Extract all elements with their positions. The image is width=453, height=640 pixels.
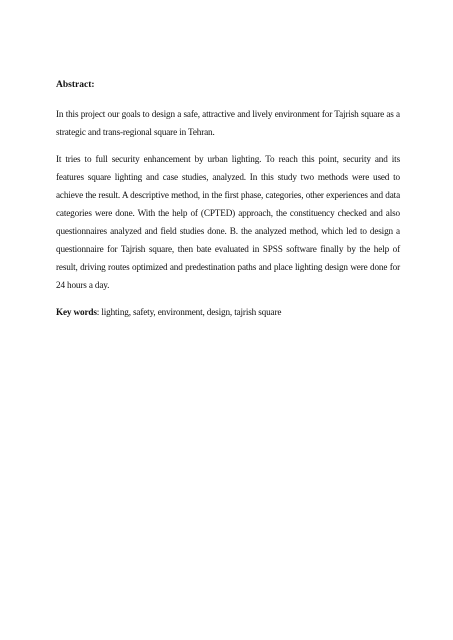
keywords-text: : lighting, safety, environment, design, tajrish square (96, 307, 282, 317)
abstract-heading: Abstract: (56, 80, 95, 90)
abstract-paragraph-2: It tries to full security enhancement by urban lighting. To reach this point, security and its features square lighting and case studies, analyzed. In this study two methods were used to achieve the result. A descriptive method, in the first phase, categories, other experiences and data categories were done. With the help of (CPTED) approach, the constituency checked and also questionnaires analyzed and field studies done. B. the analyzed method, which led to design a questionnaire for Tajrish square, then bate evaluated in SPSS software finally by the help of result, driving routes optimized and predestination paths and place lighting design were done for 24 hours a day. (56, 154, 400, 290)
keywords-label: Key words (56, 307, 97, 317)
abstract-section (56, 79, 400, 321)
abstract-paragraph-1: In this project our goals to design a safe, attractive and lively environment for Tajrish square as a strategic and trans-regional square in Tehran. (56, 109, 400, 137)
keywords-line (56, 303, 400, 321)
